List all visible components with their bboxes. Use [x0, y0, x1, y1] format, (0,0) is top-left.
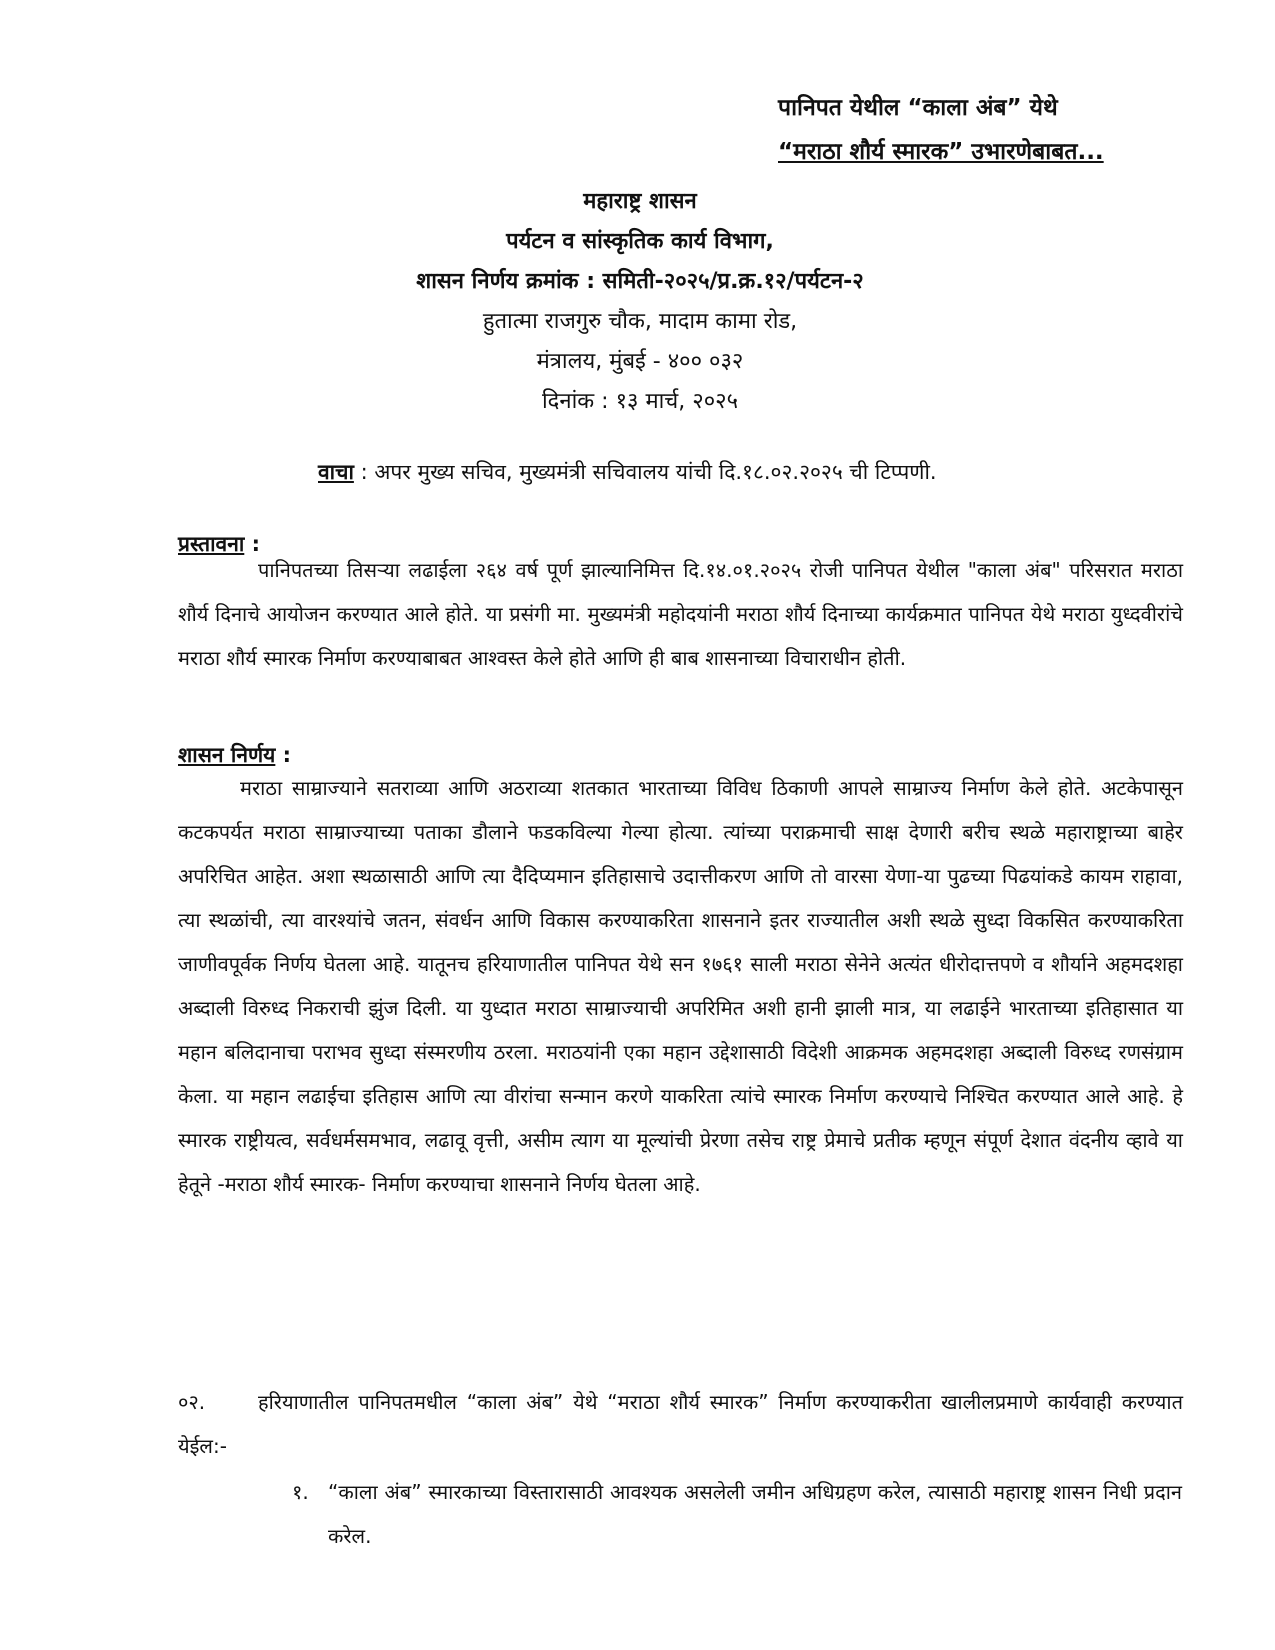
decision-title: शासन निर्णय: [178, 743, 276, 767]
subject-block: [778, 86, 1218, 174]
decision-colon: :: [275, 743, 292, 767]
gr-number: शासन निर्णय क्रमांक : समिती-२०२५/प्र.क्र.१२/पर्यटन-२: [416, 269, 864, 294]
reference-label: वाचा: [318, 460, 354, 484]
point-2-number: ०२.: [178, 1390, 206, 1414]
document-date: दिनांक : १३ मार्च, २०२५: [541, 389, 739, 414]
point-2-paragraph: [178, 1380, 1183, 1468]
list-item-number: १.: [292, 1480, 309, 1504]
preamble-colon: :: [244, 532, 261, 556]
address-line-1: हुतात्मा राजगुरु चौक, मादाम कामा रोड,: [482, 309, 798, 334]
decision-text: मराठा साम्राज्याने सतराव्या आणि अठराव्या शतकात भारताच्या विविध ठिकाणी आपले साम्राज्य निर्माण केले होते. अटकेपासून कटकपर्यत मराठा साम्राज्याच्या पताका डौलाने फडकविल्या गेल्या होत्या. त्यांच्या पराक्रमाची साक्ष देणारी बरीच स्थळे महाराष्ट्राच्या बाहेर अपरिचित आहेत. अशा स्थळासाठी आणि त्या दैदिप्यमान इतिहासाचे उदात्तीकरण आणि तो वारसा येणा-या पुढच्या पिढयांकडे कायम राहावा, त्या स्थळांची, त्या वारश्यांचे जतन, संवर्धन आणि विकास करण्याकरिता शासनाने इतर राज्यातील अशी स्थळे सुध्दा विकसित करण्याकरिता जाणीवपूर्वक निर्णय घेतला आहे. यातूनच हरियाणातील पानिपत येथे सन १७६१ साली मराठा सेनेने अत्यंत धीरोदात्तपणे व शौर्याने अहमदशहा अब्दाली विरुध्द निकराची झुंज दिली. या युध्दात मराठा साम्राज्याची अपरिमित अशी हानी झाली मात्र, या लढाईने भारताच्या इतिहासात या महान बलिदानाचा पराभव सुध्दा संस्मरणीय ठरला. मराठयांनी एका महान उद्देशासाठी विदेशी आक्रमक अहमदशहा अब्दाली विरुध्द रणसंग्राम केला. या महान लढाईचा इतिहास आणि त्या वीरांचा सन्मान करणे याकरिता त्यांचे स्मारक निर्माण करण्याचे निश्चित करण्यात आले आहे. हे स्मारक राष्ट्रीयत्व, सर्वधर्मसमभाव, लढावू वृत्ती, असीम त्याग या मूल्यांची प्रेरणा तसेच राष्ट्र प्रेमाचे प्रतीक म्हणून संपूर्ण देशात वंदनीय व्हावे या हेतूने -मराठा शौर्य स्मारक- निर्माण करण्याचा शासनाने निर्णय घेतला आहे.: [178, 776, 1184, 1196]
preamble-paragraph: [178, 548, 1183, 680]
reference-line: [318, 455, 937, 489]
preamble-text: पानिपतच्या तिसऱ्या लढाईला २६४ वर्ष पूर्ण झाल्यानिमित्त दि.१४.०१.२०२५ रोजी पानिपत येथील "काला अंब" परिसरात मराठा शौर्य दिनाचे आयोजन करण्यात आले होते. या प्रसंगी मा. मुख्यमंत्री महोदयांनी मराठा शौर्य दिनाच्या कार्यक्रमात पानिपत येथे मराठा युध्दवीरांचे मराठा शौर्य स्मारक निर्माण करण्याबाबत आश्वस्त केले होते आणि ही बाब शासनाच्या विचाराधीन होती.: [178, 558, 1183, 670]
letterhead: [300, 182, 980, 422]
reference-text: : अपर मुख्य सचिव, मुख्यमंत्री सचिवालय यांची दि.१८.०२.२०२५ ची टिप्पणी.: [353, 460, 937, 484]
list-item: [292, 1470, 1182, 1558]
decision-paragraph: [178, 766, 1183, 1206]
subject-line-2: “मराठा शौर्य स्मारक” उभारणेबाबत...: [778, 139, 1104, 165]
preamble-title: प्रस्तावना: [178, 532, 245, 556]
list-item-text: “काला अंब” स्मारकाच्या विस्तारासाठी आवश्यक असलेली जमीन अधिग्रहण करेल, त्यासाठी महाराष्ट्र शासन निधी प्रदान करेल.: [328, 1480, 1182, 1548]
address-line-2: मंत्रालय, मुंबई - ४०० ०३२: [536, 349, 744, 374]
department-name: पर्यटन व सांस्कृतिक कार्य विभाग,: [506, 229, 774, 254]
point-2-text: हरियाणातील पानिपतमधील “काला अंब” येथे “मराठा शौर्य स्मारक” निर्माण करण्याकरीता खालीलप्रमाणे कार्यवाही करण्यात येईल:-: [178, 1390, 1183, 1458]
government-name: महाराष्ट्र शासन: [583, 189, 697, 214]
subject-line-1: पानिपत येथील “काला अंब” येथे: [778, 95, 1058, 121]
